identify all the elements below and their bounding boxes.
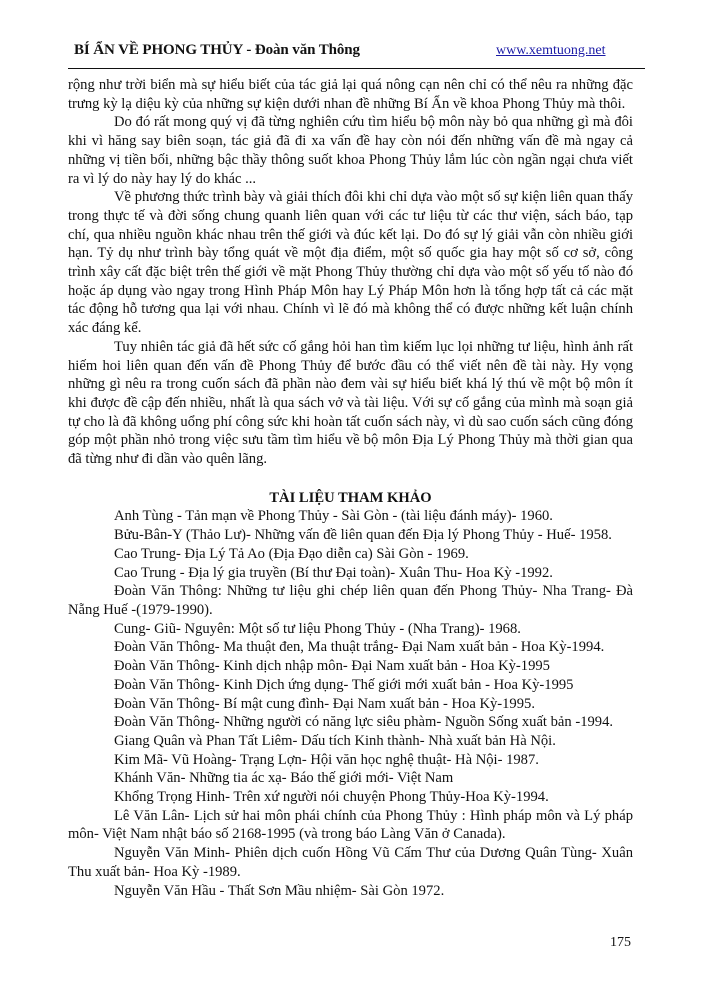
reference-item: Cao Trung- Địa Lý Tả Ao (Địa Đạo diễn ca) Sài Gòn - 1969. [114,545,469,562]
reference-item: Lê Văn Lân- Lịch sử hai môn phái chính của Phong Thủy : Hình pháp môn và Lý pháp môn- Việt Nam nhật báo số 2168-1995 (và trong báo Làng Văn ở Canada). [68,807,633,843]
page-number: 175 [610,935,631,950]
header-divider [68,68,645,69]
reference-item: Đoàn Văn Thông- Những người có năng lực siêu phàm- Nguồn Sống xuất bản -1994. [114,714,614,731]
reference-item: Giang Quân và Phan Tất Liêm- Dấu tích Kinh thành- Nhà xuất bản Hà Nội. [114,732,556,749]
reference-item: Đoàn Văn Thông- Kinh dịch nhập môn- Đại Nam xuất bản - Hoa Kỳ-1995 [114,658,550,675]
reference-item: Nguyễn Văn Minh- Phiên dịch cuốn Hồng Vũ Cấm Thư của Dương Quân Tùng- Xuân Thu xuất bản- Hoa Kỳ -1989. [68,845,633,880]
reference-item: Cao Trung - Địa lý gia truyền (Bí thư Đại toàn)- Xuân Thu- Hoa Kỳ -1992. [114,564,553,581]
references-heading: TÀI LIỆU THAM KHẢO [269,489,432,506]
reference-item: Anh Tùng - Tản mạn về Phong Thủy - Sài Gòn - (tài liệu đánh máy)- 1960. [114,508,553,525]
body-paragraph: Do đó rất mong quý vị đã từng nghiên cứu tìm hiểu bộ môn này bỏ qua những gì mà đôi khi vì hăng say biên soạn, tác giả đã đi xa vấn đề hay còn nói đến những vấn đề mà ngay cả những vị tiền bối, những bậc thầy thông suốt khoa Phong Thủy lắm lúc còn ngần ngại chưa viết ra vì lý do này hay lý do khác ... [68,114,633,187]
reference-item: Đoàn Văn Thông- Ma thuật đen, Ma thuật trắng- Đại Nam xuất bản - Hoa Kỳ-1994. [114,639,605,656]
body-paragraph: rộng như trời biển mà sự hiểu biết của tác giả lại quá nông cạn nên chỉ có thể nêu ra những đặc trưng kỳ lạ diệu kỳ của những sự kiện dưới nhan đề những Bí Ẩn về khoa Phong Thủy mà thôi. [68,77,633,112]
reference-item: Bửu-Bân-Y (Thảo Lư)- Những vấn đề liên quan đến Địa lý Phong Thủy - Huế- 1958. [114,527,612,544]
reference-item: Cung- Giũ- Nguyên: Một số tư liệu Phong Thủy - (Nha Trang)- 1968. [114,620,521,637]
body-paragraph: Tuy nhiên tác giả đã hết sức cố gắng hỏi han tìm kiếm lục lọi những tư liệu, hình ảnh rất hiếm hoi liên quan đến vấn đề Phong Thủy để bước đầu có thể viết nên đề tài này. Hy vọng những gì nêu ra trong cuốn sách đã phần nào đem vài sự hiểu biết khá lý thú về một bộ môn ít khi được đề cập đến nhiều, nhất là qua sách vở và tài liệu. Với sự cố gắng của mình mà soạn giả tự cho là đã không uổng phí công sức khi hoàn tất cuốn sách này, vì dù sao cuốn sách cũng đóng góp một phần nhỏ trong việc sưu tầm tìm hiểu về bộ môn Địa Lý Phong Thủy mà thời gian qua đã từng như đi dần vào quên lãng. [68,338,633,468]
header-title: BÍ ẨN VỀ PHONG THỦY - Đoàn văn Thông [74,42,360,58]
reference-item: Kim Mã- Vũ Hoàng- Trạng Lợn- Hội văn học nghệ thuật- Hà Nội- 1987. [114,751,539,768]
reference-item: Khánh Văn- Những tia ác xạ- Báo thế giới mới- Việt Nam [114,770,454,787]
references-list [68,507,633,900]
reference-item: Khổng Trọng Hinh- Trên xứ người nói chuyện Phong Thủy-Hoa Kỳ-1994. [114,789,549,806]
website-link[interactable]: www.xemtuong.net [496,43,606,58]
body-paragraph: Về phương thức trình bày và giải thích đôi khi chỉ dựa vào một số sự kiện liên quan thấy trong thực tế và đời sống chung quanh liên quan với các tư liệu từ các thư viện, sách báo, tạp chí, qua nhiều nguồn khác nhau trên thế giới và đúc kết lại. Do đó sự lý giải vẫn còn nhiều giới hạn. Tỷ dụ như trình bày tổng quát về một địa điểm, một số quốc gia hay một số cơ sở, công trình xây cất đặc biệt trên thế giới về mặt Phong Thủy thường chỉ dựa vào một số yếu tố nào đó hoặc áp dụng vào ngay trong Hình Pháp Môn hay Lý Pháp Môn hơn là tổng hợp tất cả các mặt tác động hỗ tương qua lại với nhau. Chính vì lẽ đó mà không thể có được những kết luận chính xác đáng kể. [68,189,633,337]
reference-item: Nguyễn Văn Hầu - Thất Sơn Mầu nhiệm- Sài Gòn 1972. [114,882,445,899]
page-header [68,40,645,70]
page-content [68,76,633,900]
reference-item: Đoàn Văn Thông- Kinh Dịch ứng dụng- Thế giới mới xuất bản - Hoa Kỳ-1995 [114,676,574,693]
reference-item: Đoàn Văn Thông: Những tư liệu ghi chép liên quan đến Phong Thủy- Nha Trang- Đà Nẵng Huế -(1979-1990). [68,583,633,618]
reference-item: Đoàn Văn Thông- Bí mật cung đình- Đại Nam xuất bản - Hoa Kỳ-1995. [114,695,535,712]
